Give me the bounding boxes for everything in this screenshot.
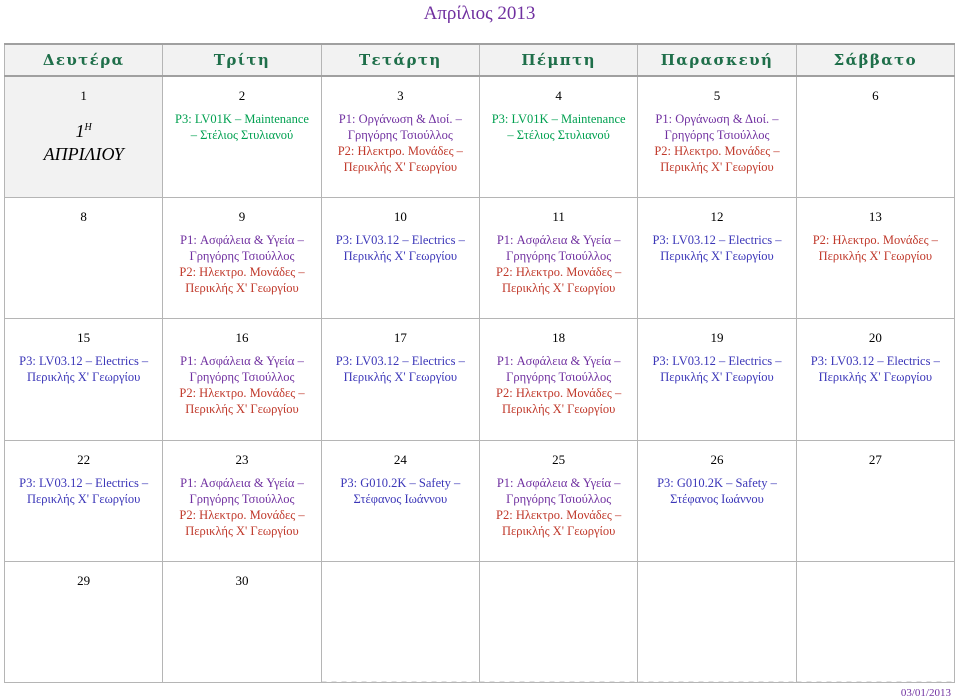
event-list xyxy=(797,353,954,385)
day-cell xyxy=(479,440,637,561)
day-number: 13 xyxy=(868,209,882,225)
day-number: 4 xyxy=(555,88,562,103)
event-line: P3: LV03.12 – Electrics – xyxy=(335,354,465,369)
event-list xyxy=(638,475,795,507)
holiday-name: ΑΠΡΙΛΙΟΥ xyxy=(43,144,124,164)
event-line: P1: Οργάνωση & Διοί. – xyxy=(338,112,462,126)
footer-date: 03/01/2013 xyxy=(900,687,951,699)
day-cell xyxy=(796,319,954,440)
event-line: P3: LV03.12 – Electrics – xyxy=(652,354,782,369)
day-number: 17 xyxy=(393,330,407,346)
event-line: Γρηγόρης Τσιούλλος xyxy=(506,370,612,385)
day-number: 22 xyxy=(77,451,91,467)
day-number: 11 xyxy=(552,209,565,225)
event-line: P3: LV03.12 – Electrics – xyxy=(335,233,465,248)
event-list xyxy=(163,475,320,539)
event-line: Περικλής Χ' Γεωργίου xyxy=(185,281,299,296)
event-line: Γρηγόρης Τσιούλλος xyxy=(347,128,453,142)
day-number: 6 xyxy=(872,88,879,103)
event-list xyxy=(322,475,479,507)
event-line: P2: Ηλεκτρο. Μονάδες – xyxy=(496,386,622,401)
day-number: 5 xyxy=(713,88,721,103)
week-row xyxy=(5,561,955,682)
day-number: 1 xyxy=(80,88,87,103)
event-line: P1: Ασφάλεια & Υγεία – xyxy=(496,354,621,369)
event-line: – Στέλιος Στυλιανού xyxy=(190,128,294,142)
event-line: Γρηγόρης Τσιούλλος xyxy=(189,249,295,264)
day-cell xyxy=(321,440,479,561)
event-line: Περικλής Χ' Γεωργίου xyxy=(660,160,774,174)
day-cell xyxy=(163,76,321,198)
event-list xyxy=(163,111,320,143)
day-number: 3 xyxy=(397,88,404,103)
day-number: 16 xyxy=(235,330,249,346)
day-cell xyxy=(5,440,163,561)
weekday-header-friday: Παρασκευή xyxy=(638,44,796,76)
day-cell xyxy=(638,440,796,561)
event-list xyxy=(322,232,479,264)
day-number: 26 xyxy=(710,451,724,467)
day-cell xyxy=(321,561,479,682)
event-line: Περικλής Χ' Γεωργίου xyxy=(818,370,933,385)
week-row xyxy=(5,198,955,319)
event-line: P2: Ηλεκτρο. Μονάδες – xyxy=(337,144,463,158)
event-line: Περικλής Χ' Γεωργίου xyxy=(26,491,141,506)
event-line: Περικλής Χ' Γεωργίου xyxy=(501,402,616,417)
event-list xyxy=(480,353,637,417)
event-line: P2: Ηλεκτρο. Μονάδες – xyxy=(179,265,305,280)
day-cell xyxy=(796,440,954,561)
event-line: P3: LV03.12 – Electrics – xyxy=(19,475,149,490)
holiday-cell xyxy=(5,76,163,198)
day-cell xyxy=(5,319,163,440)
event-list xyxy=(5,475,162,507)
holiday-label xyxy=(5,116,162,166)
day-cell xyxy=(5,561,163,682)
day-cell xyxy=(638,319,796,440)
day-number: 8 xyxy=(80,209,87,225)
day-cell xyxy=(5,198,163,319)
event-line: Περικλής Χ' Γεωργίου xyxy=(501,281,616,296)
day-cell xyxy=(321,319,479,440)
day-cell xyxy=(163,319,321,440)
weekday-header-thursday: Πέμπτη xyxy=(479,44,637,76)
week-row xyxy=(5,319,955,440)
holiday-day: 1 xyxy=(75,121,85,141)
event-line: Γρηγόρης Τσιούλλος xyxy=(189,370,295,385)
event-list xyxy=(163,353,320,417)
day-number: 19 xyxy=(710,330,724,346)
day-cell xyxy=(479,319,637,440)
event-list xyxy=(480,232,637,296)
event-line: Περικλής Χ' Γεωργίου xyxy=(343,160,458,174)
day-number: 20 xyxy=(868,330,882,346)
day-cell xyxy=(638,76,796,198)
event-list xyxy=(480,111,637,143)
day-number: 24 xyxy=(393,451,407,467)
event-list xyxy=(638,232,795,264)
day-number: 15 xyxy=(77,330,91,346)
day-cell xyxy=(321,198,479,319)
day-number: 23 xyxy=(235,451,249,467)
day-number: 12 xyxy=(710,209,724,225)
event-line: P1: Ασφάλεια & Υγεία – xyxy=(180,354,304,369)
event-line: P3: G010.2K – Safety – xyxy=(340,475,461,490)
event-line: P2: Ηλεκτρο. Μονάδες – xyxy=(179,386,305,401)
event-line: P1: Οργάνωση & Διοί. – xyxy=(655,112,779,126)
event-line: P3: LV01K – Maintenance xyxy=(175,112,309,126)
day-cell xyxy=(479,561,637,682)
event-line: P2: Ηλεκτρο. Μονάδες – xyxy=(496,507,622,522)
day-cell xyxy=(163,561,321,682)
event-line: P1: Ασφάλεια & Υγεία – xyxy=(496,475,621,490)
event-line: Περικλής Χ' Γεωργίου xyxy=(343,249,458,264)
event-line: P1: Ασφάλεια & Υγεία – xyxy=(496,233,621,248)
event-line: P2: Ηλεκτρο. Μονάδες – xyxy=(812,233,938,248)
event-line: Στέφανος Ιωάννου xyxy=(353,491,448,506)
day-cell xyxy=(796,76,954,198)
event-line: P1: Ασφάλεια & Υγεία – xyxy=(180,475,304,490)
event-line: Περικλής Χ' Γεωργίου xyxy=(501,523,616,538)
event-list xyxy=(797,232,954,264)
day-number: 18 xyxy=(552,330,566,346)
event-list xyxy=(322,111,479,175)
event-list xyxy=(480,475,637,539)
event-line: Γρηγόρης Τσιούλλος xyxy=(189,491,295,506)
event-line: P1: Ασφάλεια & Υγεία – xyxy=(180,233,304,248)
week-row xyxy=(5,440,955,561)
day-number: 29 xyxy=(77,572,91,588)
day-cell xyxy=(796,198,954,319)
event-line: P2: Ηλεκτρο. Μονάδες – xyxy=(496,265,622,280)
event-list xyxy=(5,353,162,385)
day-cell xyxy=(163,198,321,319)
weekday-header-saturday: Σάββατο xyxy=(796,44,954,76)
event-line: P3: G010.2K – Safety – xyxy=(657,475,777,490)
event-line: P3: LV03.12 – Electrics – xyxy=(652,233,782,248)
day-cell xyxy=(638,198,796,319)
day-cell xyxy=(479,198,637,319)
day-number: 30 xyxy=(235,572,249,588)
event-line: P2: Ηλεκτρο. Μονάδες – xyxy=(654,144,780,158)
weekday-header-tuesday: Τρίτη xyxy=(163,44,321,76)
day-number: 25 xyxy=(552,451,566,467)
event-line: Περικλής Χ' Γεωργίου xyxy=(660,370,774,385)
event-line: Περικλής Χ' Γεωργίου xyxy=(343,370,458,385)
event-line: Γρηγόρης Τσιούλλος xyxy=(506,491,612,506)
day-cell xyxy=(479,76,637,198)
day-cell xyxy=(321,76,479,198)
event-line: Περικλής Χ' Γεωργίου xyxy=(818,249,933,264)
event-line: P3: LV03.12 – Electrics – xyxy=(19,354,149,369)
weekday-header-monday: Δευτέρα xyxy=(5,44,163,76)
weekday-header-row xyxy=(5,44,955,76)
event-line: Γρηγόρης Τσιούλλος xyxy=(506,249,612,264)
event-line: P2: Ηλεκτρο. Μονάδες – xyxy=(179,507,305,522)
event-list xyxy=(322,353,479,385)
week-row xyxy=(5,76,955,198)
event-line: Στέφανος Ιωάννου xyxy=(670,491,764,506)
day-cell xyxy=(163,440,321,561)
day-number: 27 xyxy=(868,451,882,467)
event-list xyxy=(638,353,795,385)
day-number: 2 xyxy=(238,88,246,103)
day-number: 9 xyxy=(238,209,246,225)
day-number: 10 xyxy=(393,209,407,225)
event-line: Γρηγόρης Τσιούλλος xyxy=(664,128,770,142)
event-line: Περικλής Χ' Γεωργίου xyxy=(185,402,299,417)
event-list xyxy=(638,111,795,175)
weekday-header-wednesday: Τετάρτη xyxy=(321,44,479,76)
day-cell xyxy=(638,561,796,682)
event-line: Περικλής Χ' Γεωργίου xyxy=(660,249,774,264)
calendar-title: Απρίλιος 2013 xyxy=(423,3,536,24)
event-line: Περικλής Χ' Γεωργίου xyxy=(185,523,299,538)
event-line: – Στέλιος Στυλιανού xyxy=(507,128,610,142)
event-list xyxy=(163,232,320,296)
event-line: P3: LV03.12 – Electrics – xyxy=(810,354,940,369)
event-line: P3: LV01K – Maintenance xyxy=(491,112,626,126)
day-cell xyxy=(796,561,954,682)
event-line: Περικλής Χ' Γεωργίου xyxy=(26,370,141,385)
holiday-sup: Η xyxy=(84,122,92,133)
calendar-grid xyxy=(4,43,955,683)
